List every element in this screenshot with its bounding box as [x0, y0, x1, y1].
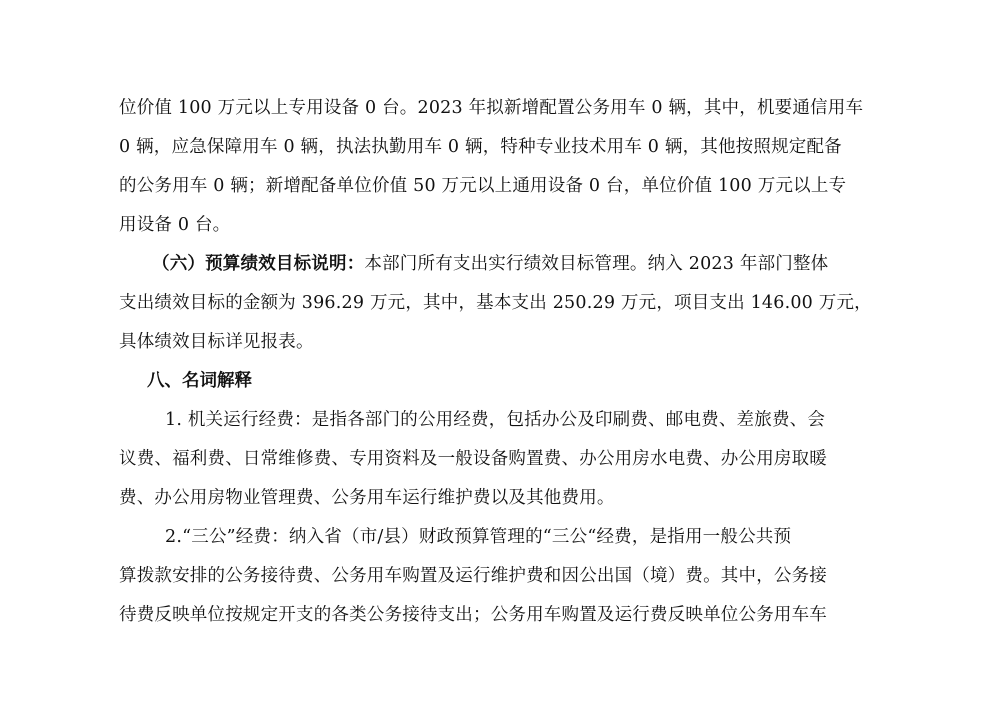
para1-line-4: 用设备 0 台。 [119, 215, 231, 235]
para4-line-3: 待费反映单位按规定开支的各类公务接待支出；公务用车购置及运行费反映单位公务用车车 [119, 605, 827, 625]
para2-line-1-text: 本部门所有支出实行绩效目标管理。纳入 2023 年部门整体 [364, 254, 829, 274]
para2-lead: （六）预算绩效目标说明： [152, 254, 365, 274]
para3-line-1: 1. 机关运行经费：是指各部门的公用经费，包括办公及印刷费、邮电费、差旅费、会 [165, 410, 826, 430]
para2-line-3: 具体绩效目标详见报表。 [119, 332, 314, 352]
para4-line-1: 2.“三公”经费：纳入省（市/县）财政预算管理的“三公“经费，是指用一般公共预 [165, 527, 792, 547]
para3-line-3: 费、办公用房物业管理费、公务用车运行维护费以及其他费用。 [119, 488, 615, 508]
para2-line-2: 支出绩效目标的金额为 396.29 万元，其中，基本支出 250.29 万元，项目支出 146.00 万元， [119, 293, 872, 313]
para2-line-1 [152, 252, 828, 276]
para1-line-3: 的公务用车 0 辆；新增配备单位价值 50 万元以上通用设备 0 台，单位价值 100 万元以上专 [119, 176, 847, 196]
section-heading: 八、名词解释 [147, 371, 252, 391]
para1-line-1: 位价值 100 万元以上专用设备 0 台。2023 年拟新增配置公务用车 0 辆，其中，机要通信用车 [119, 98, 864, 118]
para3-line-2: 议费、福利费、日常维修费、专用资料及一般设备购置费、办公用房水电费、办公用房取暖 [119, 449, 827, 469]
para1-line-2: 0 辆，应急保障用车 0 辆，执法执勤用车 0 辆，特种专业技术用车 0 辆，其他按照规定配备 [119, 137, 842, 157]
para4-line-2: 算拨款安排的公务接待费、公务用车购置及运行维护费和因公出国（境）费。其中，公务接 [119, 566, 827, 586]
